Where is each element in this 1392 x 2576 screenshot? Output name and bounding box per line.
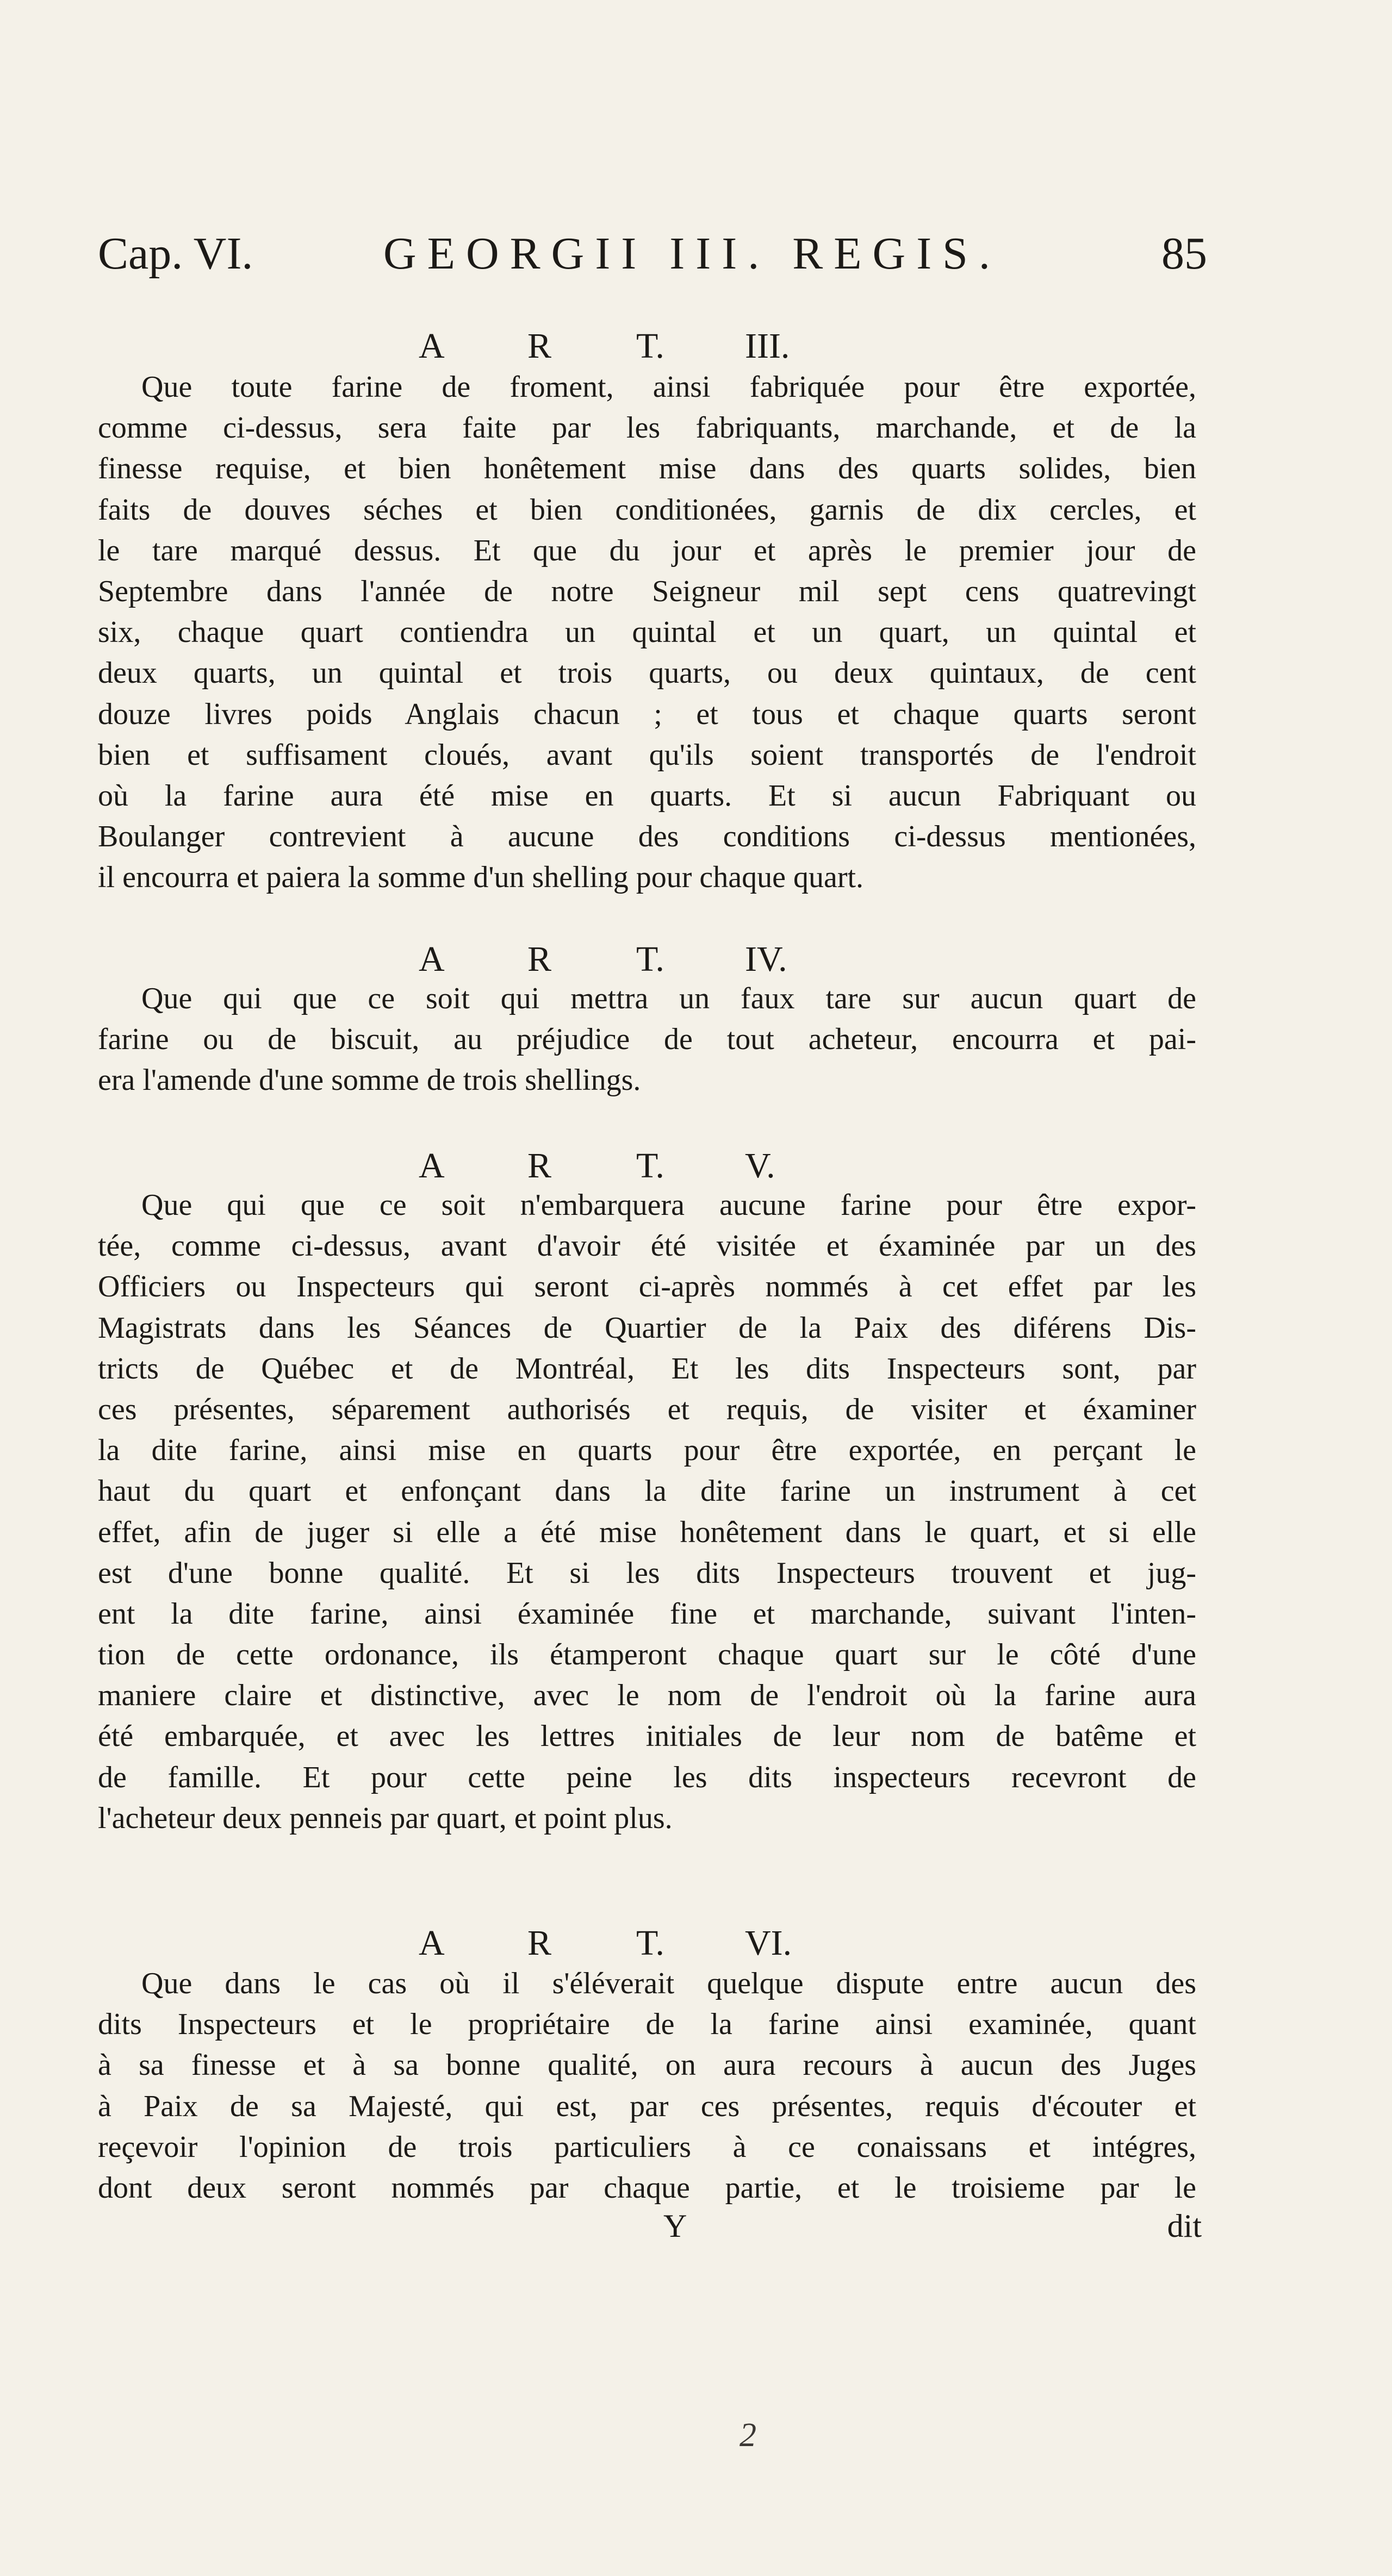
article-heading-vi: [419, 1919, 792, 1968]
text-line: farine ou de biscuit, au préjudice de tout acheteur, encourra et pai-: [98, 1022, 1196, 1057]
heading-letter: R: [527, 1923, 552, 1963]
heading-number: V.: [745, 1146, 775, 1186]
text-line: finesse requise, et bien honêtement mise dans des quarts solides, bien: [98, 452, 1196, 486]
heading-letter: A: [419, 1923, 445, 1963]
text-line: dits Inspecteurs et le propriétaire de la farine ainsi examinée, quant: [98, 2007, 1196, 2042]
text-line: de famille. Et pour cette peine les dits inspecteurs recevront de: [98, 1760, 1196, 1794]
text-line: deux quarts, un quintal et trois quarts, ou deux quintaux, de cent: [98, 656, 1196, 690]
text-line: douze livres poids Anglais chacun ; et tous et chaque quarts seront: [98, 697, 1196, 731]
heading-letter: R: [527, 939, 552, 979]
heading-letter: T.: [636, 939, 664, 979]
text-line: faits de douves séches et bien conditionées, garnis de dix cercles, et: [98, 492, 1196, 527]
chapter-label: Cap. VI.: [98, 228, 253, 279]
text-line: à sa finesse et à sa bonne qualité, on aura recours à aucun des Juges: [98, 2048, 1196, 2082]
article-heading-iii: [419, 322, 790, 371]
text-line: tricts de Québec et de Montréal, Et les dits Inspecteurs sont, par: [98, 1351, 1196, 1386]
running-title: GEORGII III. REGIS.: [383, 228, 1001, 279]
text-line: Boulanger contrevient à aucune des conditions ci-dessus mentionées,: [98, 820, 1196, 854]
text-line: été embarquée, et avec les lettres initiales de leur nom de batême et: [98, 1719, 1196, 1754]
text-line: dont deux seront nommés par chaque partie, et le troisieme par le: [98, 2170, 1196, 2205]
text-line: haut du quart et enfonçant dans la dite farine un instrument à cet: [98, 1474, 1196, 1508]
text-line: effet, afin de juger si elle a été mise honêtement dans le quart, et si elle: [98, 1515, 1196, 1549]
text-line: Que dans le cas où il s'éléverait quelque dispute entre aucun des: [141, 1967, 1196, 2000]
heading-letter: T.: [636, 326, 664, 366]
heading-number: III.: [745, 326, 790, 366]
text-line: où la farine aura été mise en quarts. Et si aucun Fabriquant ou: [98, 778, 1196, 813]
article-heading-v: [419, 1142, 775, 1190]
text-line: Officiers ou Inspecteurs qui seront ci-après nommés à cet effet par les: [98, 1270, 1196, 1304]
text-line: est d'une bonne qualité. Et si les dits Inspecteurs trouvent et jug-: [98, 1556, 1196, 1590]
text-line: reçevoir l'opinion de trois particuliers à ce conaissans et intégres,: [98, 2130, 1196, 2164]
heading-letter: R: [527, 326, 552, 366]
text-line: tion de cette ordonance, ils étamperont chaque quart sur le côté d'une: [98, 1638, 1196, 1672]
running-head: [98, 224, 1207, 284]
heading-letter: A: [419, 939, 445, 979]
handwritten-folio-mark: 2: [739, 2417, 756, 2454]
text-line: era l'amende d'une somme de trois shellings.: [98, 1063, 641, 1097]
text-line: la dite farine, ainsi mise en quarts pour être exportée, en perçant le: [98, 1433, 1196, 1468]
text-line: ces présentes, séparement authorisés et requis, de visiter et éxaminer: [98, 1392, 1196, 1426]
text-line: Septembre dans l'année de notre Seigneur mil sept cens quatrevingt: [98, 574, 1196, 608]
text-line: Magistrats dans les Séances de Quartier de la Paix des diférens Dis-: [98, 1311, 1196, 1345]
text-line: ent la dite farine, ainsi éxaminée fine et marchande, suivant l'inten-: [98, 1596, 1196, 1631]
heading-letter: T.: [636, 1923, 664, 1963]
heading-number: VI.: [745, 1923, 792, 1963]
text-line: à Paix de sa Majesté, qui est, par ces présentes, requis d'écouter et: [98, 2089, 1196, 2123]
article-text-iv: [98, 978, 1196, 1101]
text-line: il encourra et paiera la somme d'un shelling pour chaque quart.: [98, 860, 864, 895]
heading-letter: A: [419, 1146, 445, 1186]
text-line: l'acheteur deux penneis par quart, et point plus.: [98, 1801, 673, 1835]
signature-mark: Y: [663, 2208, 687, 2244]
heading-letter: A: [419, 326, 445, 366]
article-text-v: [98, 1185, 1196, 1839]
article-heading-iv: [419, 935, 787, 984]
text-line: tée, comme ci-dessus, avant d'avoir été visitée et éxaminée par un des: [98, 1229, 1196, 1263]
article-text-iii: [98, 367, 1196, 898]
catchword: dit: [1167, 2208, 1202, 2244]
page-number: 85: [1161, 228, 1207, 279]
text-line: bien et suffisament cloués, avant qu'ils soient transportés de l'endroit: [98, 738, 1196, 772]
text-line: six, chaque quart contiendra un quintal et un quart, un quintal et: [98, 615, 1196, 650]
text-line: comme ci-dessus, sera faite par les fabriquants, marchande, et de la: [98, 411, 1196, 445]
text-line: Que qui que ce soit n'embarquera aucune farine pour être expor-: [141, 1188, 1196, 1222]
heading-letter: R: [527, 1146, 552, 1186]
text-line: maniere claire et distinctive, avec le nom de l'endroit où la farine aura: [98, 1679, 1196, 1713]
text-line: le tare marqué dessus. Et que du jour et après le premier jour de: [98, 533, 1196, 567]
article-text-vi: [98, 1963, 1196, 2209]
heading-letter: T.: [636, 1146, 664, 1186]
heading-number: IV.: [745, 939, 787, 979]
text-line: Que qui que ce soit qui mettra un faux tare sur aucun quart de: [141, 982, 1196, 1015]
text-line: Que toute farine de froment, ainsi fabriquée pour être exportée,: [141, 370, 1196, 404]
